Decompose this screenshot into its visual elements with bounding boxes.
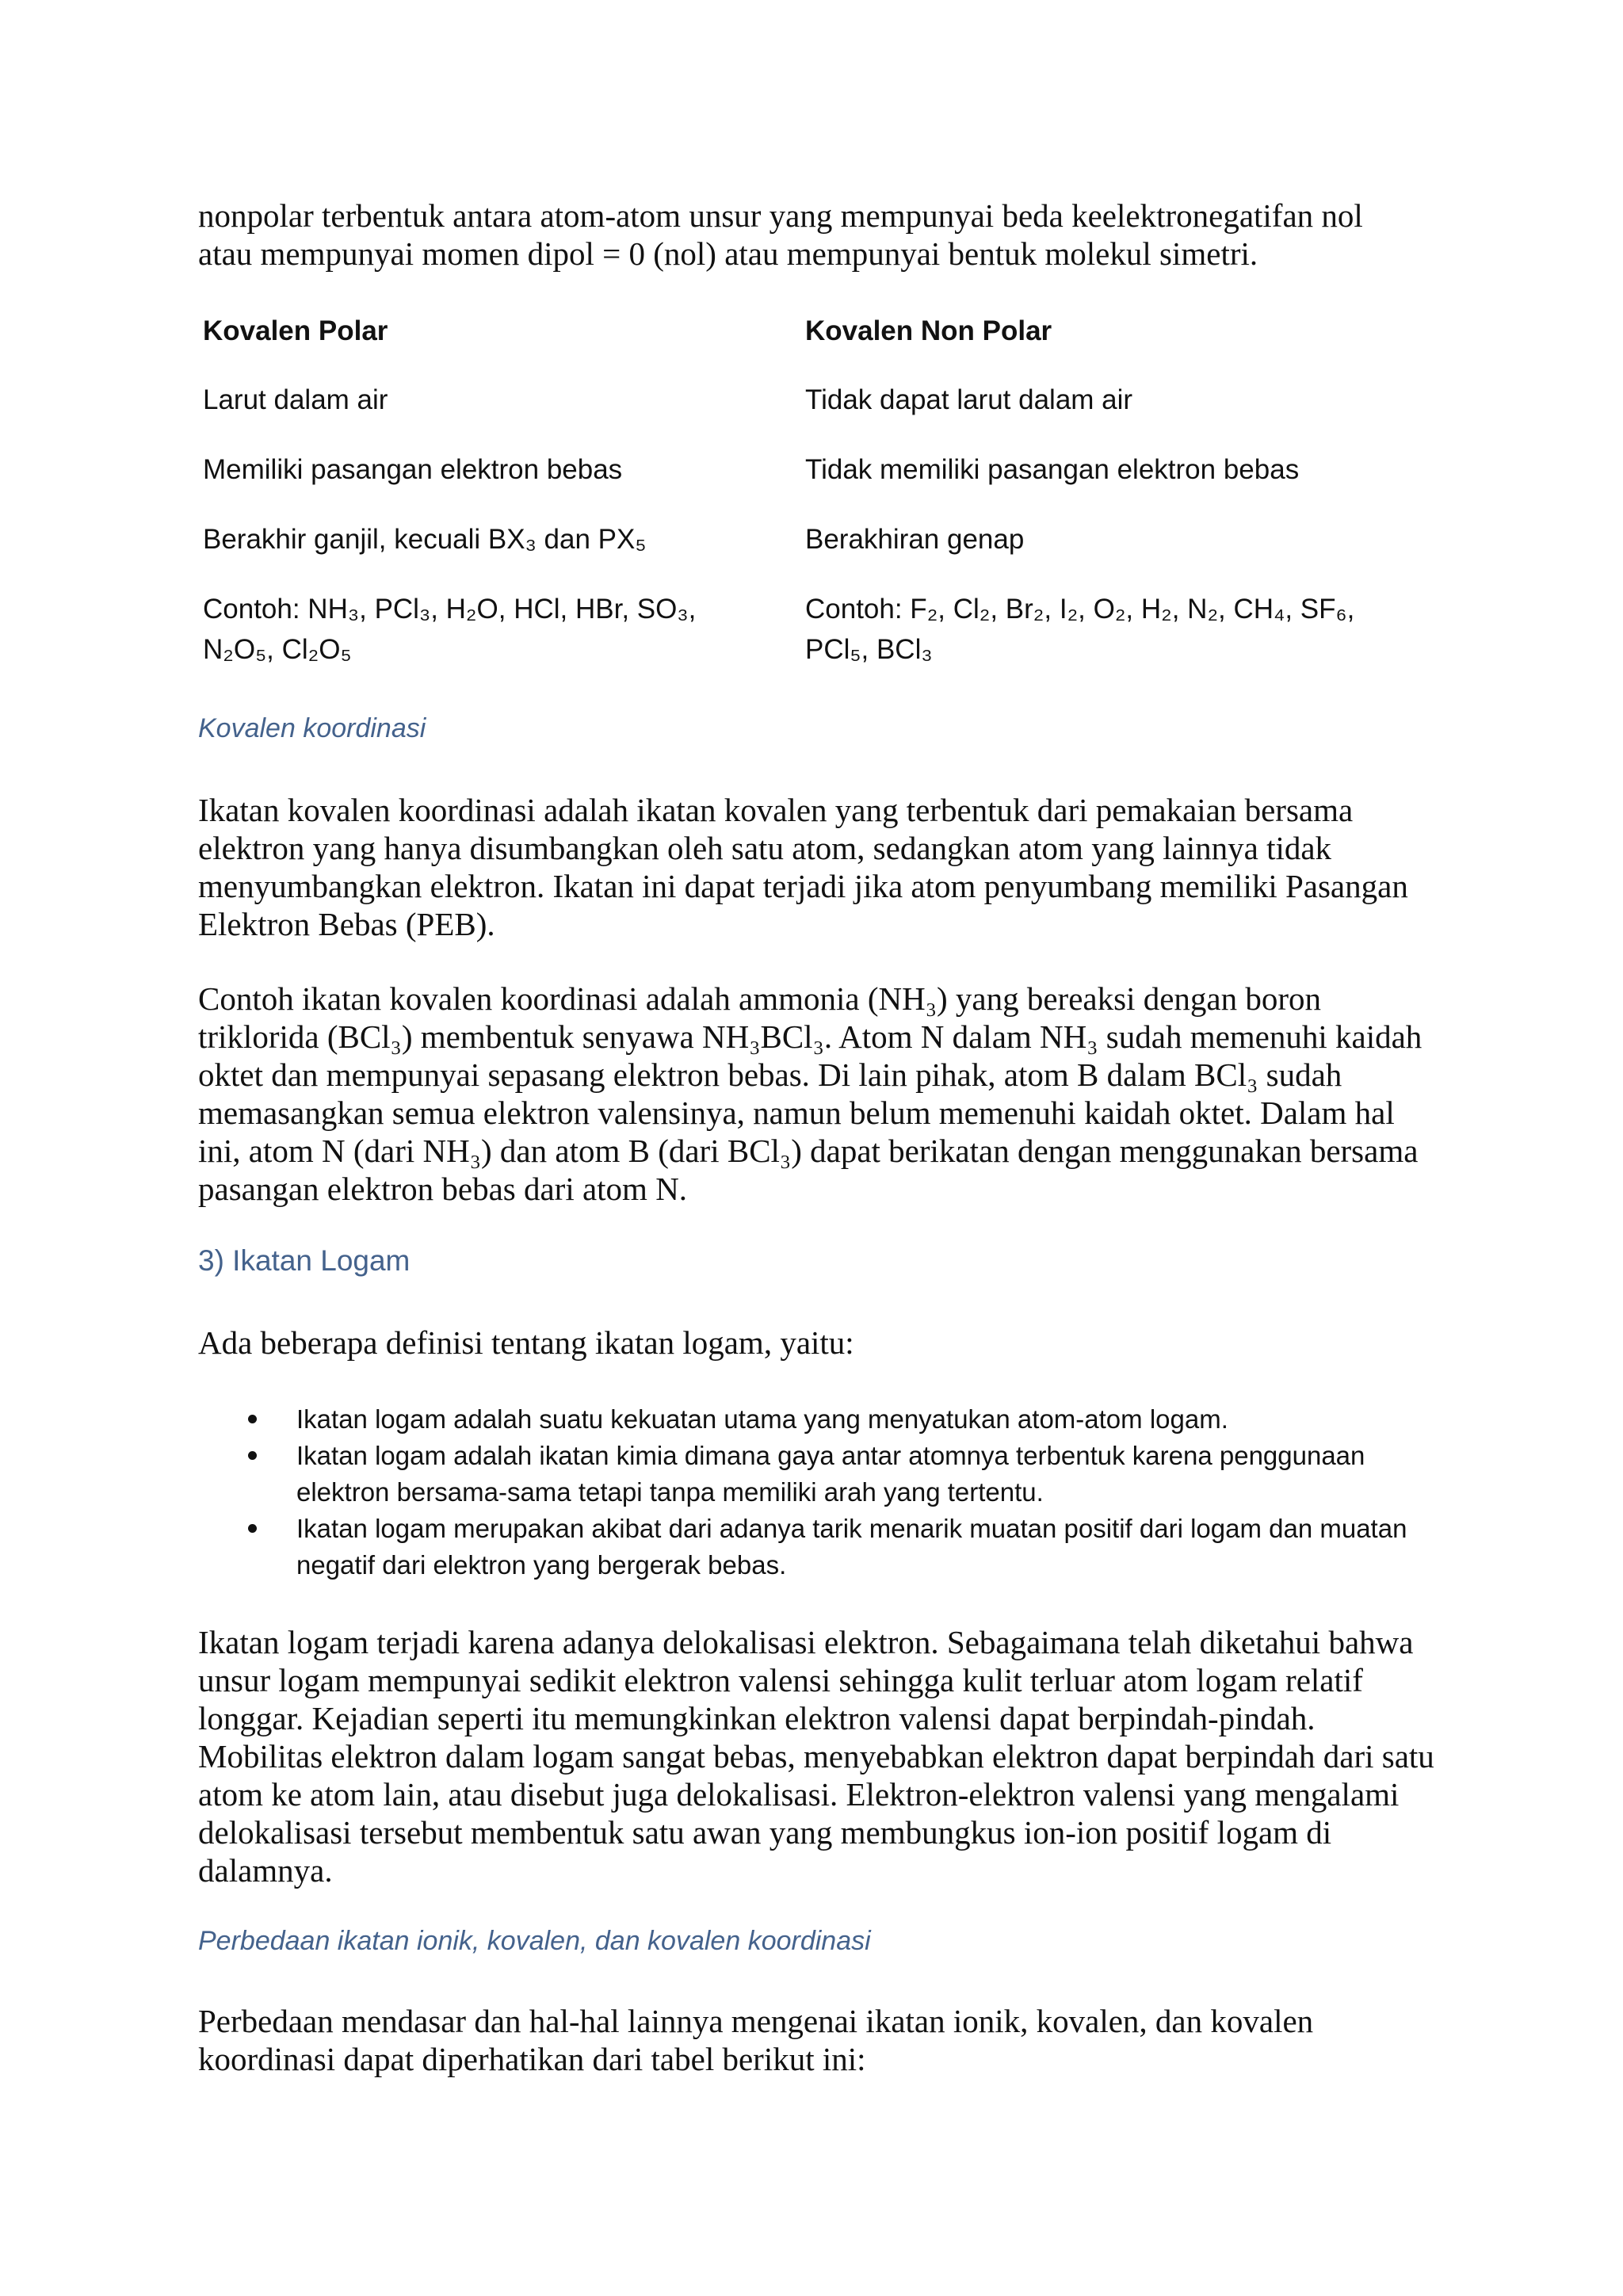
header-kovalen-polar: Kovalen Polar (203, 315, 388, 346)
table-cell: Contoh: NH₃, PCl₃, H₂O, HCl, HBr, SO₃, N₂O₅, Cl₂O₅ (203, 594, 697, 665)
list-item (198, 1401, 1434, 1438)
list-item-text: Ikatan logam merupakan akibat dari adanya tarik menarik muatan positif dari logam dan muatan negatif dari elektron yang bergerak bebas. (296, 1514, 1407, 1580)
table-row (203, 589, 1407, 670)
heading-kovalen-koordinasi: Kovalen koordinasi (198, 713, 426, 743)
bullet-dot-icon (248, 1415, 257, 1423)
table-row (203, 380, 1407, 420)
table-header-row (203, 311, 1407, 351)
table-row (203, 449, 1407, 490)
table-cell: Memiliki pasangan elektron bebas (203, 454, 623, 485)
heading-perbedaan: Perbedaan ikatan ionik, kovalen, dan kovalen koordinasi (198, 1926, 871, 1956)
intro-paragraph (198, 197, 1434, 273)
list-item (198, 1511, 1434, 1584)
paragraph-koordinasi-definition: Ikatan kovalen koordinasi adalah ikatan kovalen yang terbentuk dari pemakaian bersama elektron yang hanya disumbangkan oleh satu atom, sedangkan atom yang lainnya tidak menyumbangkan elektron. Ikatan ini dapat terjadi jika atom penyumbang memiliki Pasangan Elektron Bebas (PEB). (198, 792, 1408, 942)
table-cell: Berakhiran genap (805, 524, 1025, 555)
header-kovalen-non-polar: Kovalen Non Polar (805, 315, 1052, 346)
paragraph-logam-intro: Ada beberapa definisi tentang ikatan logam, yaitu: (198, 1324, 854, 1361)
table-cell: Larut dalam air (203, 384, 388, 415)
bullet-dot-icon (248, 1524, 257, 1533)
bullet-dot-icon (248, 1451, 257, 1460)
logam-definition-list (198, 1401, 1434, 1584)
intro-line: nonpolar terbentuk antara atom-atom unsur yang mempunyai beda keelektronegatifan nol (198, 197, 1363, 234)
paragraph-koordinasi-example: Contoh ikatan kovalen koordinasi adalah ammonia (NH₃) yang bereaksi dengan boron triklorida (BCl₃) membentuk senyawa NH₃BCl₃. Atom N dalam NH₃ sudah memenuhi kaidah oktet dan mempunyai sepasang elektron bebas. Di lain pihak, atom B dalam BCl₃ sudah memasangkan semua elektron valensinya, namun belum memenuhi kaidah oktet. Dalam hal ini, atom N (dari NH₃) dan atom B (dari BCl₃) dapat berikatan dengan menggunakan bersama pasangan elektron bebas dari atom N. (198, 980, 1423, 1207)
table-cell: Tidak memiliki pasangan elektron bebas (805, 454, 1300, 485)
table-cell: Berakhir ganjil, kecuali BX₃ dan PX₅ (203, 524, 647, 555)
heading-ikatan-logam: 3) Ikatan Logam (198, 1244, 411, 1277)
paragraph-perbedaan: Perbedaan mendasar dan hal-hal lainnya mengenai ikatan ionik, kovalen, dan kovalen koordinasi dapat diperhatikan dari tabel berikut ini: (198, 2003, 1314, 2077)
list-item (198, 1438, 1434, 1511)
table-cell: Tidak dapat larut dalam air (805, 384, 1133, 415)
intro-line: atau mempunyai momen dipol = 0 (nol) atau mempunyai bentuk molekul simetri. (198, 235, 1258, 272)
table-row (203, 519, 1407, 560)
list-item-text: Ikatan logam adalah ikatan kimia dimana gaya antar atomnya terbentuk karena penggunaan elektron bersama-sama tetapi tanpa memiliki arah yang tertentu. (296, 1441, 1365, 1507)
table-cell: Contoh: F₂, Cl₂, Br₂, I₂, O₂, H₂, N₂, CH₄, SF₆, PCl₅, BCl₃ (805, 594, 1355, 665)
polar-nonpolar-table (203, 311, 1407, 699)
list-item-text: Ikatan logam adalah suatu kekuatan utama yang menyatukan atom-atom logam. (296, 1404, 1228, 1434)
paragraph-logam-delokalisasi: Ikatan logam terjadi karena adanya delokalisasi elektron. Sebagaimana telah diketahui bahwa unsur logam mempunyai sedikit elektron valensi sehingga kulit terluar atom logam relatif longgar. Kejadian seperti itu memungkinkan elektron valensi dapat berpindah-pindah. Mobilitas elektron dalam logam sangat bebas, menyebabkan elektron dapat berpindah dari satu atom ke atom lain, atau disebut juga delokalisasi. Elektron-elektron valensi yang mengalami delokalisasi tersebut membentuk satu awan yang membungkus ion-ion positif logam di dalamnya. (198, 1624, 1434, 1889)
